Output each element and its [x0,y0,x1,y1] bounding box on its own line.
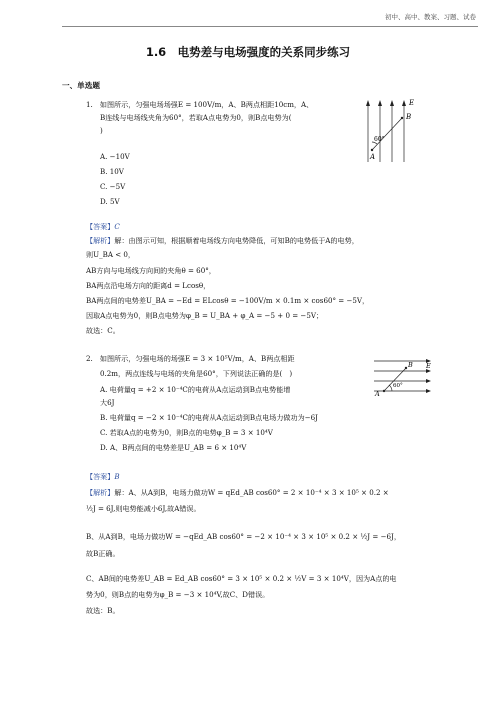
section-heading: 一、单选题 [62,81,100,90]
q2-field-label-e: E [426,362,431,370]
q2-option-a: A. 电荷量q = +2 × 10⁻⁴C的电荷从A点运动到B点电势能增 [100,385,291,394]
q1-analysis-line-7: 故选：C。 [86,326,120,335]
q1-analysis-line-3: AB方向与电场线方向间的夹角θ = 60°， [86,266,216,275]
q2-analysis-text-1: 解：A、从A到B，电场力做功W = qEd_AB cos60° = 2 × 10⁻⁴ × 3 × 10⁵ × 0.2 × [114,488,389,497]
q1-option-d: D. 5V [100,197,120,206]
q2-option-a-cont: 大6J [100,398,115,407]
q1-field-diagram [360,96,420,164]
q2-analysis-line-1 [86,488,389,498]
q2-analysis-line-5: C、AB间的电势差U_AB = Ed_AB cos60° = 3 × 10⁵ × 0.2 × ½V = 3 × 10⁴V，因为A点的电 [86,574,397,583]
q2-analysis-line-6: 势为0，则B点的电势为φ_B = −3 × 10⁴V,故C、D错误。 [86,590,270,599]
q2-answer [86,472,120,482]
q1-analysis-line-6: 因取A点电势为0，则B点电势为φ_B = U_BA + φ_A = −5 + 0 = −5V； [86,311,324,320]
q1-line-3: ) [100,126,103,135]
q2-analysis-line-7: 故选：B。 [86,606,120,615]
q2-analysis-line-4: 故B正确。 [86,549,120,558]
q2-answer-value: B [114,472,120,481]
q1-analysis-line-5: BA两点间的电势差U_BA = −Ed = ELcosθ = −100V/m × 0.1m × cos60° = −5V， [86,296,370,305]
page-title: 1.6 电势差与电场强度的关系同步练习 [145,45,351,59]
q2-analysis-tag: 【解析】 [86,488,115,497]
q2-angle-label: 60° [393,383,403,389]
q1-angle-label: 60° [374,136,385,143]
q1-line-2: B连线与电场线夹角为60°，若取A点电势为0，则B点电势为( [100,113,292,122]
q2-line-1: 2. 如图所示，匀强电场的场强E = 3 × 10⁵V/m，A、B两点相距 [86,354,295,363]
q2-point-label-a: A [375,390,380,397]
q1-analysis-line-1 [86,236,359,246]
q2-line-2: 0.2m，两点连线与电场的夹角是60°，下列说法正确的是( ) [100,369,293,378]
q2-field-diagram [372,355,434,397]
page-header: 初中、高中、教案、习题、试卷 [385,13,476,21]
q2-analysis-line-3: B、从A到B，电场力做功W = −qEd_AB cos60° = −2 × 10⁻⁴ × 3 × 10⁵ × 0.2 × ½J = −6J， [86,532,401,541]
q2-point-label-b: B [408,361,413,369]
q1-option-a: A. −10V [100,152,130,161]
q2-option-c: C. 若取A点的电势为0，则B点的电势φ_B = 3 × 10⁴V [100,428,273,437]
q2-answer-tag: 【答案】 [86,472,115,481]
q2-option-b: B. 电荷量q = −2 × 10⁻⁴C的电荷从A点运动到B点电场力做功为−6J [100,413,318,422]
q1-analysis-line-4: BA两点沿电场方向的距离d = Lcosθ， [86,281,211,290]
q1-line-1: 1. 如图所示，匀强电场场强E = 100V/m，A、B两点相距10cm，A、 [86,100,314,109]
q1-answer-tag: 【答案】 [86,222,115,231]
q1-field-label-e: E [409,99,415,107]
q1-answer-value: C [114,222,120,231]
q1-analysis-line-2: 则U_BA < 0， [86,250,136,259]
q1-analysis-text-1: 解：由图示可知，根据顺着电场线方向电势降低，可知B的电势低于A的电势， [114,236,359,245]
q1-analysis-tag: 【解析】 [86,236,115,245]
q1-option-c: C. −5V [100,182,126,191]
q2-option-d: D. A、B两点间的电势差是U_AB = 6 × 10⁴V [100,443,247,452]
q1-option-b: B. 10V [100,167,124,176]
q1-point-label-b: B [406,113,412,121]
q1-point-label-a: A [370,153,376,161]
q2-analysis-line-2: ½J = 6J,则电势能减小6J,故A错误。 [86,504,201,513]
q1-answer [86,222,120,232]
header-divider [62,26,478,27]
